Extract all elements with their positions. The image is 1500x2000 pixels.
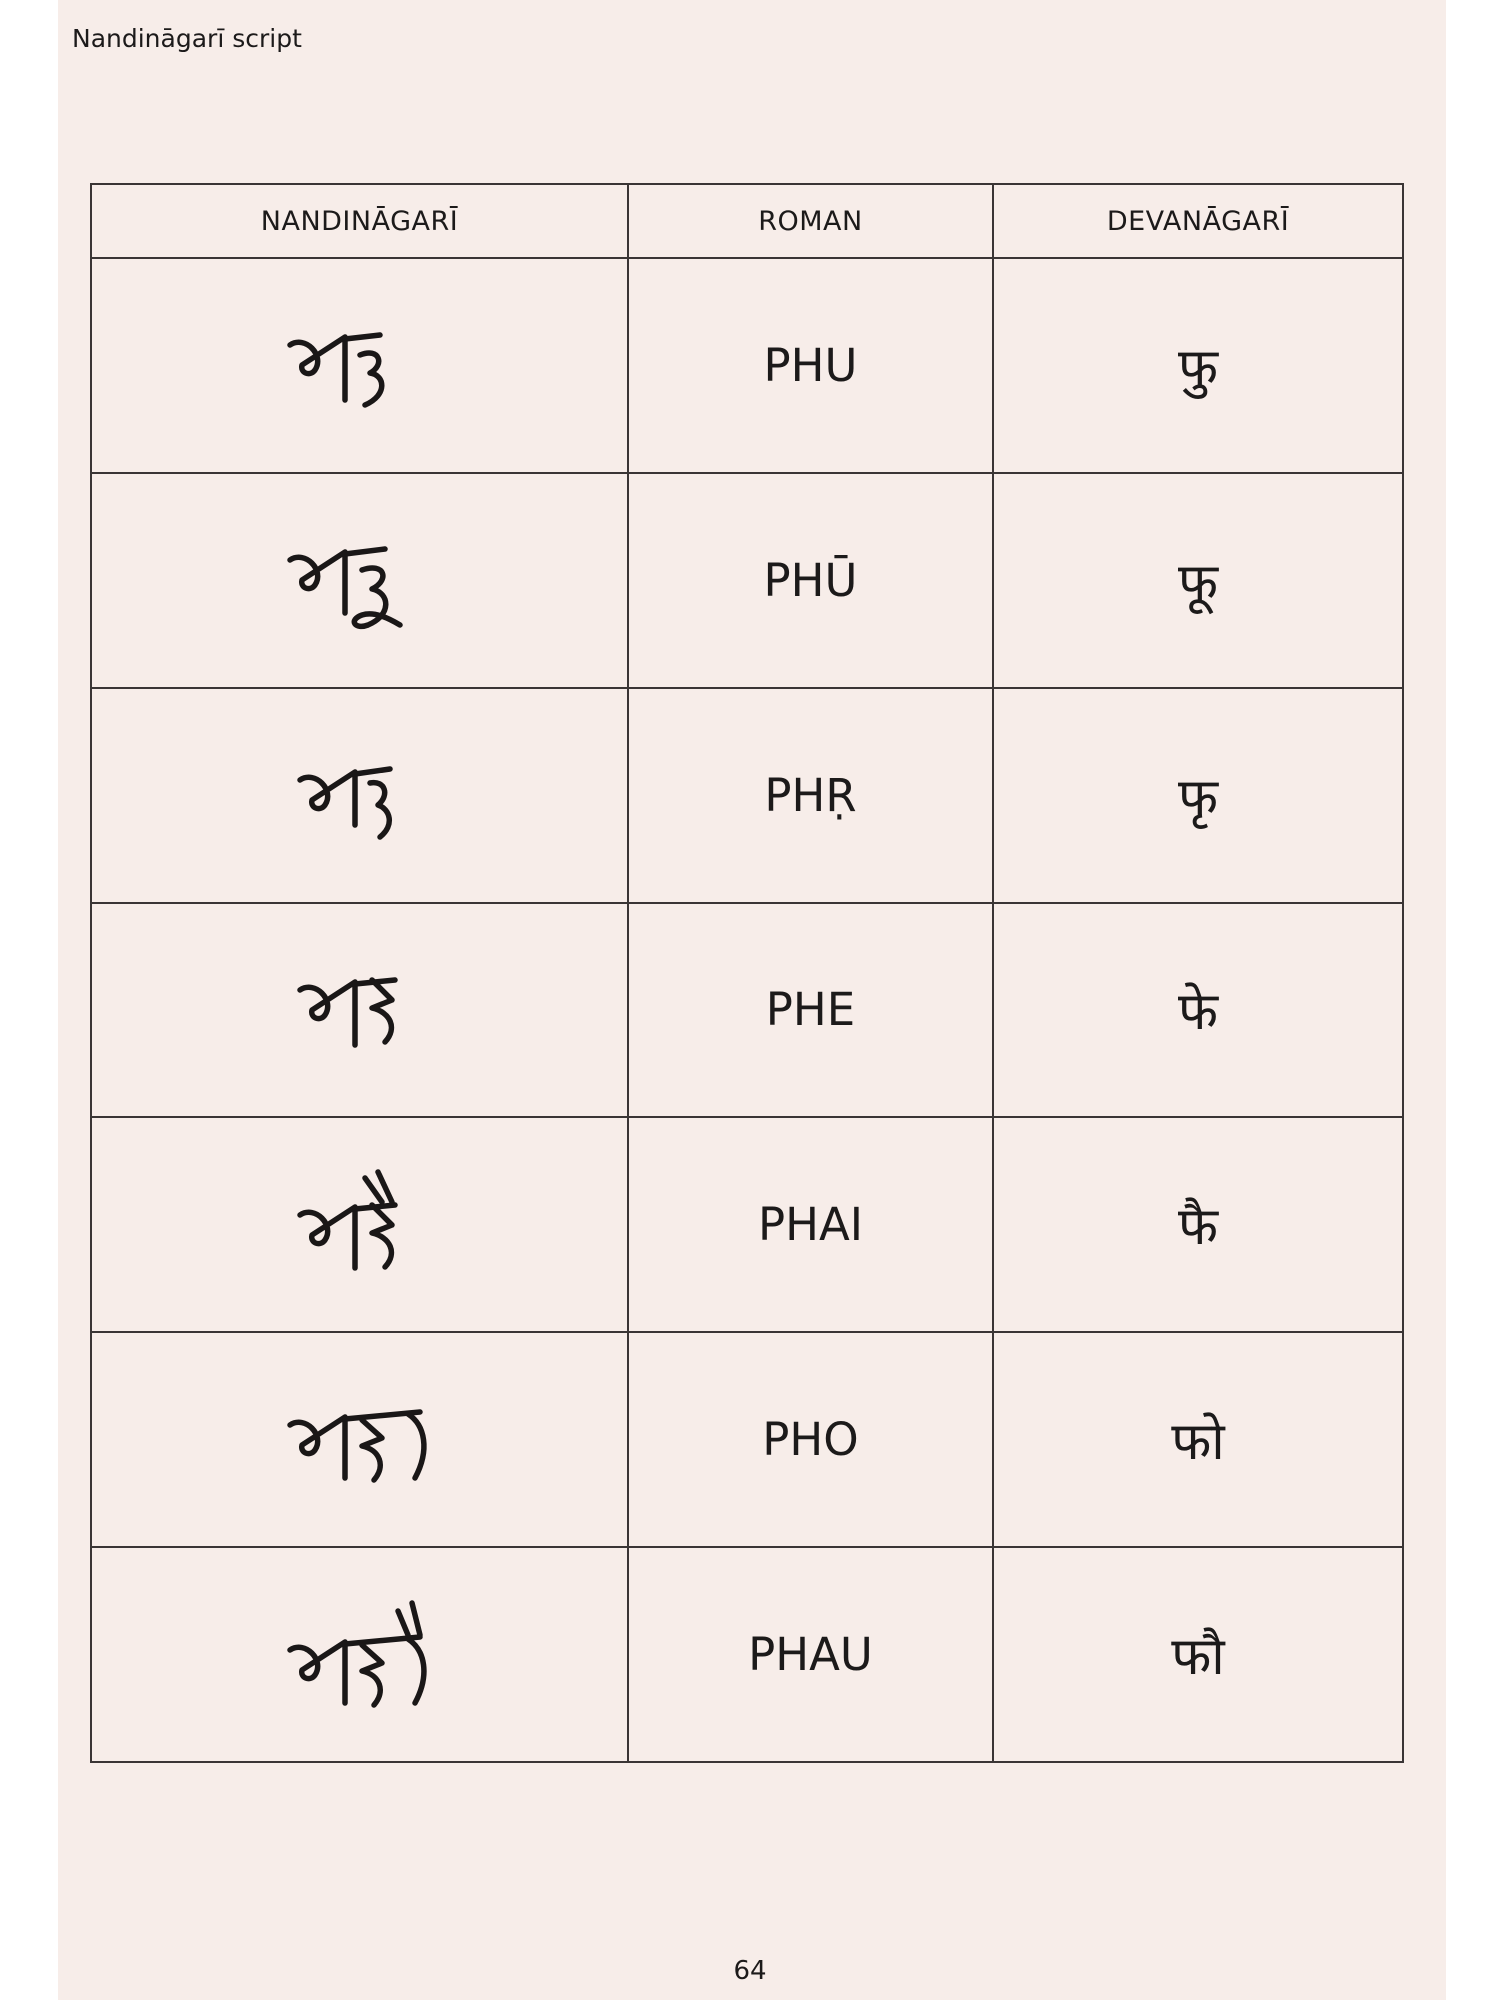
- roman-cell: PHṚ: [628, 688, 993, 903]
- roman-cell: PHU: [628, 258, 993, 473]
- roman-cell: PHŪ: [628, 473, 993, 688]
- header-devanagari: DEVANĀGARĪ: [993, 184, 1403, 258]
- nandinagari-cell: [91, 688, 628, 903]
- pha-e-glyph: [260, 950, 460, 1070]
- nandinagari-cell: [91, 1332, 628, 1547]
- roman-cell: PHAU: [628, 1547, 993, 1762]
- pha-au-glyph: [240, 1585, 480, 1725]
- table-header-row: [91, 184, 1403, 258]
- devanagari-cell: फू: [993, 473, 1403, 688]
- table-row: [91, 258, 1403, 473]
- nandinagari-cell: [91, 258, 628, 473]
- devanagari-cell: फु: [993, 258, 1403, 473]
- devanagari-cell: फै: [993, 1117, 1403, 1332]
- header-roman: ROMAN: [628, 184, 993, 258]
- pha-o-glyph: [240, 1380, 480, 1500]
- table-row: [91, 1547, 1403, 1762]
- header-nandinagari: NANDINĀGARĪ: [91, 184, 628, 258]
- table-row: [91, 473, 1403, 688]
- running-head: Nandināgarī script: [72, 24, 302, 53]
- pha-u-glyph: [260, 305, 460, 425]
- devanagari-cell: फौ: [993, 1547, 1403, 1762]
- nandinagari-cell: [91, 473, 628, 688]
- table-row: [91, 1117, 1403, 1332]
- table-row: [91, 1332, 1403, 1547]
- script-chart-table: [90, 183, 1404, 1763]
- table-row: [91, 903, 1403, 1118]
- roman-cell: PHAI: [628, 1117, 993, 1332]
- pha-ai-glyph: [260, 1160, 460, 1290]
- devanagari-cell: फे: [993, 903, 1403, 1118]
- nandinagari-cell: [91, 1547, 628, 1762]
- table-row: [91, 688, 1403, 903]
- nandinagari-cell: [91, 903, 628, 1118]
- nandinagari-cell: [91, 1117, 628, 1332]
- page-number: 64: [733, 1956, 767, 1986]
- devanagari-cell: फो: [993, 1332, 1403, 1547]
- pha-r-glyph: [260, 735, 460, 855]
- roman-cell: PHO: [628, 1332, 993, 1547]
- roman-cell: PHE: [628, 903, 993, 1118]
- pha-uu-glyph: [250, 515, 470, 645]
- devanagari-cell: फृ: [993, 688, 1403, 903]
